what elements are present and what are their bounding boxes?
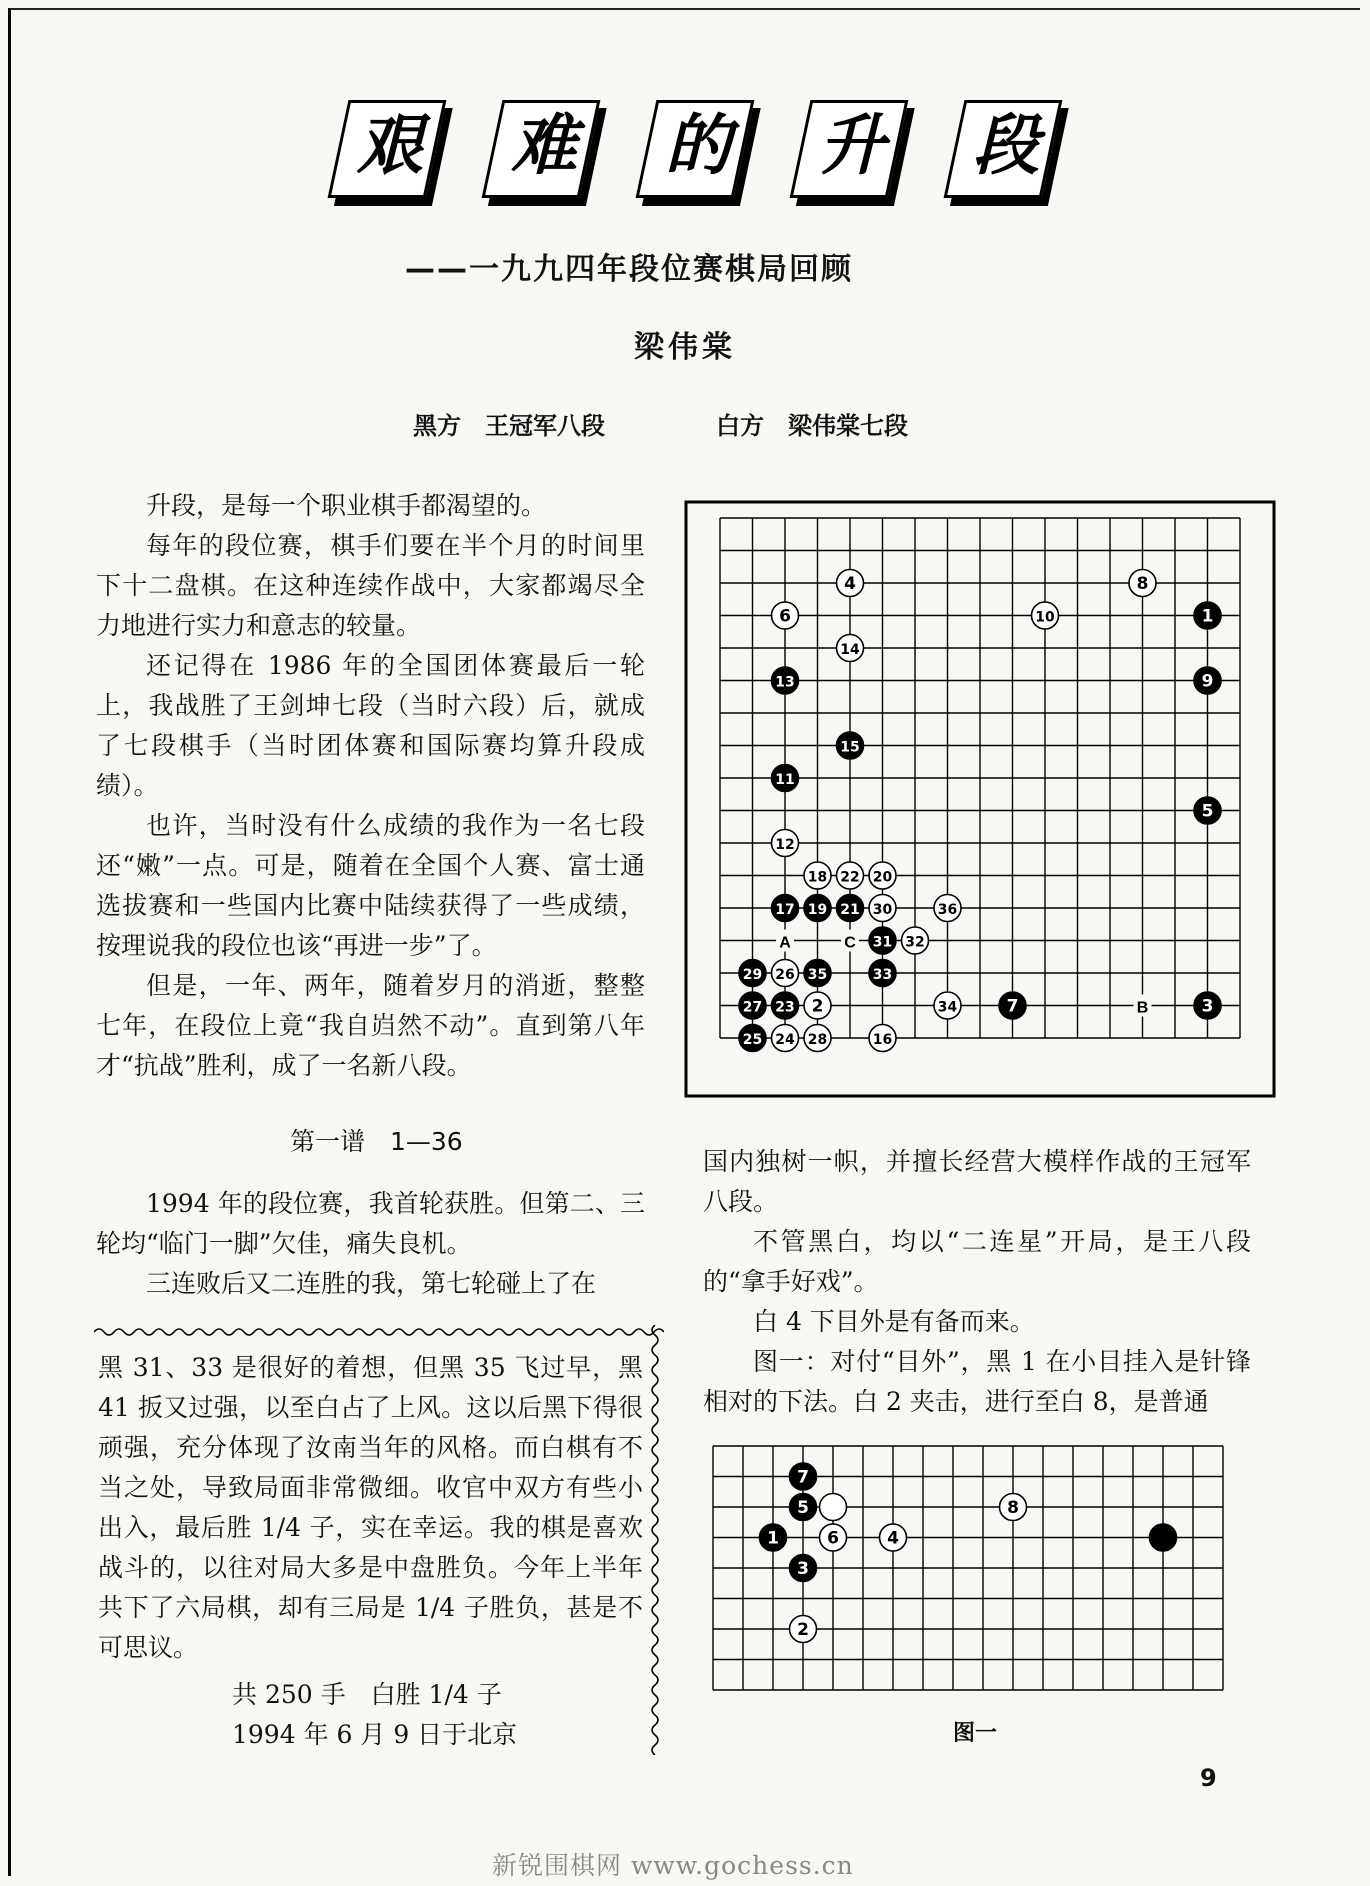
move-number: 2 — [797, 1620, 809, 1641]
game-date: 1994 年 6 月 9 日于北京 — [232, 1720, 518, 1749]
move-number: 7 — [1006, 996, 1019, 1017]
paragraph: 三连败后又二连胜的我，第七轮碰上了在 — [146, 1269, 597, 1298]
move-number: 8 — [1136, 574, 1149, 595]
move-number: 35 — [807, 967, 828, 984]
paragraph: 白 4 下目外是有备而来。 — [753, 1307, 1035, 1336]
stone-disc — [820, 1494, 847, 1521]
move-number: 30 — [872, 902, 893, 919]
section-text — [96, 1184, 645, 1304]
paragraph: 还记得在 1986 年的全国团体赛最后一轮上，我战胜了王剑坤七段（当时六段）后，就成了七段棋手（当时团体赛和国际赛均算升段成绩）。 — [96, 651, 645, 800]
white-stone — [820, 1524, 847, 1551]
white-stone — [837, 570, 864, 597]
title-char: 难 — [511, 107, 577, 184]
white-stone — [804, 1025, 831, 1052]
author-name: 梁伟棠 — [634, 330, 736, 365]
move-number: 34 — [937, 999, 958, 1016]
move-number: 18 — [807, 869, 828, 886]
black-stone — [772, 765, 799, 792]
move-number: 6 — [779, 606, 791, 627]
white-stone — [1129, 570, 1156, 597]
title-char: 升 — [819, 107, 885, 184]
white-stone — [902, 927, 929, 954]
intro-text — [96, 486, 645, 1086]
white-stone — [772, 1025, 799, 1052]
title-char-tile — [338, 100, 438, 200]
black-stone — [739, 992, 766, 1019]
move-number: 12 — [775, 837, 795, 854]
move-number: 9 — [1201, 671, 1214, 692]
move-number: 4 — [887, 1528, 899, 1549]
black-stone — [1194, 602, 1221, 629]
move-number: 25 — [742, 1032, 763, 1049]
paragraph: 也许，当时没有什么成绩的我作为一名七段还“嫩”一点。可是，随着在全国个人赛、富士通选拔赛和一些国内比赛中陆续获得了一些成绩，按理说我的段位也该“再进一步”了。 — [96, 811, 645, 960]
board-label: A — [779, 934, 791, 952]
paragraph: 不管黑白，均以“二连星”开局，是王八段的“拿手好戏”。 — [703, 1227, 1251, 1296]
white-stone — [869, 862, 896, 889]
title-char-tile — [646, 100, 746, 200]
black-stone — [1194, 667, 1221, 694]
move-number: 23 — [775, 999, 795, 1016]
white-stone — [837, 862, 864, 889]
note-paragraph: 黑 31、33 是很好的着想，但黑 35 飞过早，黑 41 扳又过强，以至白占了上风。这以后黑下得很顽强，充分体现了汝南当年的风格。而白棋有不当之处，导致局面非常微细。收官中双方有些小出入，最后胜 1/4 子，实在幸运。我的棋是喜欢战斗的，以往对局大多是中盘胜负。今年上半年共下了六局棋，却有三局是 1/4 子胜负，甚是不可思议。 — [98, 1353, 643, 1662]
move-number: 15 — [840, 739, 860, 756]
white-stone — [869, 895, 896, 922]
move-number: 7 — [797, 1467, 809, 1488]
paragraph: 每年的段位赛，棋手们要在半个月的时间里下十二盘棋。在这种连续作战中，大家都竭尽全力地进行实力和意志的较量。 — [96, 531, 645, 640]
black-stone — [1150, 1524, 1177, 1551]
black-stone — [790, 1494, 817, 1521]
black-stone — [772, 992, 799, 1019]
black-stone — [837, 895, 864, 922]
move-number: 21 — [840, 902, 860, 919]
white-stone — [869, 1025, 896, 1052]
diagram-1-board — [708, 1440, 1256, 1705]
move-number: 6 — [827, 1528, 839, 1549]
move-number: 20 — [872, 869, 893, 886]
move-number: 24 — [775, 1032, 795, 1049]
board-label: C — [844, 934, 856, 952]
move-number: 5 — [1201, 801, 1214, 822]
kifu-board-1-36 — [684, 500, 1276, 1100]
stone-disc — [1150, 1524, 1177, 1551]
black-stone — [790, 1463, 817, 1490]
paragraph: 图一：对付“目外”，黑 1 在小目挂入是针锋相对的下法。白 2 夹击，进行至白 8，是普通 — [703, 1347, 1251, 1416]
note-text — [98, 1348, 643, 1668]
black-stone — [772, 667, 799, 694]
move-number: 14 — [840, 642, 860, 659]
title-char-tile — [800, 100, 900, 200]
black-stone — [837, 732, 864, 759]
paragraph: 升段，是每一个职业棋手都渴望的。 — [146, 491, 547, 520]
board-label: B — [1136, 999, 1149, 1017]
move-number: 33 — [872, 967, 893, 984]
article-title — [330, 100, 1070, 230]
black-stone — [1194, 797, 1221, 824]
black-stone — [790, 1555, 817, 1582]
black-stone — [772, 895, 799, 922]
black-stone — [739, 1025, 766, 1052]
note-box-border-top — [94, 1325, 664, 1339]
move-number: 26 — [775, 967, 795, 984]
black-player: 黑方 王冠军八段 — [413, 412, 605, 440]
black-stone — [804, 895, 831, 922]
black-stone — [1194, 992, 1221, 1019]
title-char-tile — [492, 100, 592, 200]
article-subtitle: ——一九九四年段位赛棋局回顾 — [405, 252, 853, 287]
move-number: 8 — [1007, 1498, 1019, 1519]
game-result: 共 250 手 白胜 1/4 子 — [232, 1680, 502, 1709]
white-stone — [804, 862, 831, 889]
white-stone — [934, 895, 961, 922]
move-number: 16 — [872, 1032, 893, 1049]
move-number: 11 — [775, 772, 795, 789]
move-number: 19 — [807, 902, 828, 919]
section-heading: 第一谱 1—36 — [290, 1127, 463, 1156]
move-number: 3 — [1201, 996, 1214, 1017]
paragraph: 但是，一年、两年，随着岁月的消逝，整整七年，在段位上竟“我自岿然不动”。直到第八年才“抗战”胜利，成了一名新八段。 — [96, 971, 645, 1080]
white-stone — [880, 1524, 907, 1551]
move-number: 2 — [811, 996, 824, 1017]
white-stone — [837, 635, 864, 662]
title-char-tile — [954, 100, 1054, 200]
move-number: 28 — [807, 1032, 828, 1049]
black-stone — [869, 960, 896, 987]
black-stone — [804, 960, 831, 987]
move-number: 13 — [775, 674, 795, 691]
white-stone — [1000, 1494, 1027, 1521]
move-number: 5 — [797, 1498, 809, 1519]
white-stone — [790, 1616, 817, 1643]
move-number: 17 — [775, 902, 795, 919]
diagram-caption: 图一 — [953, 1721, 998, 1746]
white-stone — [804, 992, 831, 1019]
note-box-border-right — [648, 1325, 662, 1755]
move-number: 31 — [872, 934, 893, 951]
move-number: 4 — [844, 574, 856, 595]
white-stone — [772, 960, 799, 987]
move-number: 36 — [937, 902, 958, 919]
title-char: 段 — [973, 107, 1039, 184]
white-stone — [1032, 602, 1059, 629]
white-stone — [820, 1494, 847, 1521]
move-number: 29 — [742, 967, 763, 984]
white-player: 白方 梁伟棠七段 — [716, 412, 908, 440]
move-number: 32 — [905, 934, 925, 951]
move-number: 1 — [1201, 606, 1214, 627]
black-stone — [869, 927, 896, 954]
white-stone — [934, 992, 961, 1019]
title-char: 的 — [665, 107, 731, 184]
white-stone — [772, 830, 799, 857]
title-char: 艰 — [357, 107, 423, 184]
right-column-text — [703, 1142, 1251, 1422]
move-number: 22 — [840, 869, 860, 886]
move-number: 1 — [767, 1528, 779, 1549]
black-stone — [739, 960, 766, 987]
white-stone — [772, 602, 799, 629]
paragraph: 1994 年的段位赛，我首轮获胜。但第二、三轮均“临门一脚”欠佳，痛失良机。 — [96, 1189, 645, 1258]
page-number: 9 — [1200, 1764, 1217, 1792]
move-number: 27 — [742, 999, 763, 1016]
site-footer: 新锐围棋网 www.gochess.cn — [492, 1851, 854, 1880]
black-stone — [999, 992, 1026, 1019]
black-stone — [760, 1524, 787, 1551]
move-number: 3 — [797, 1559, 809, 1580]
move-number: 10 — [1035, 609, 1055, 626]
paragraph: 国内独树一帜，并擅长经营大模样作战的王冠军八段。 — [703, 1147, 1251, 1216]
